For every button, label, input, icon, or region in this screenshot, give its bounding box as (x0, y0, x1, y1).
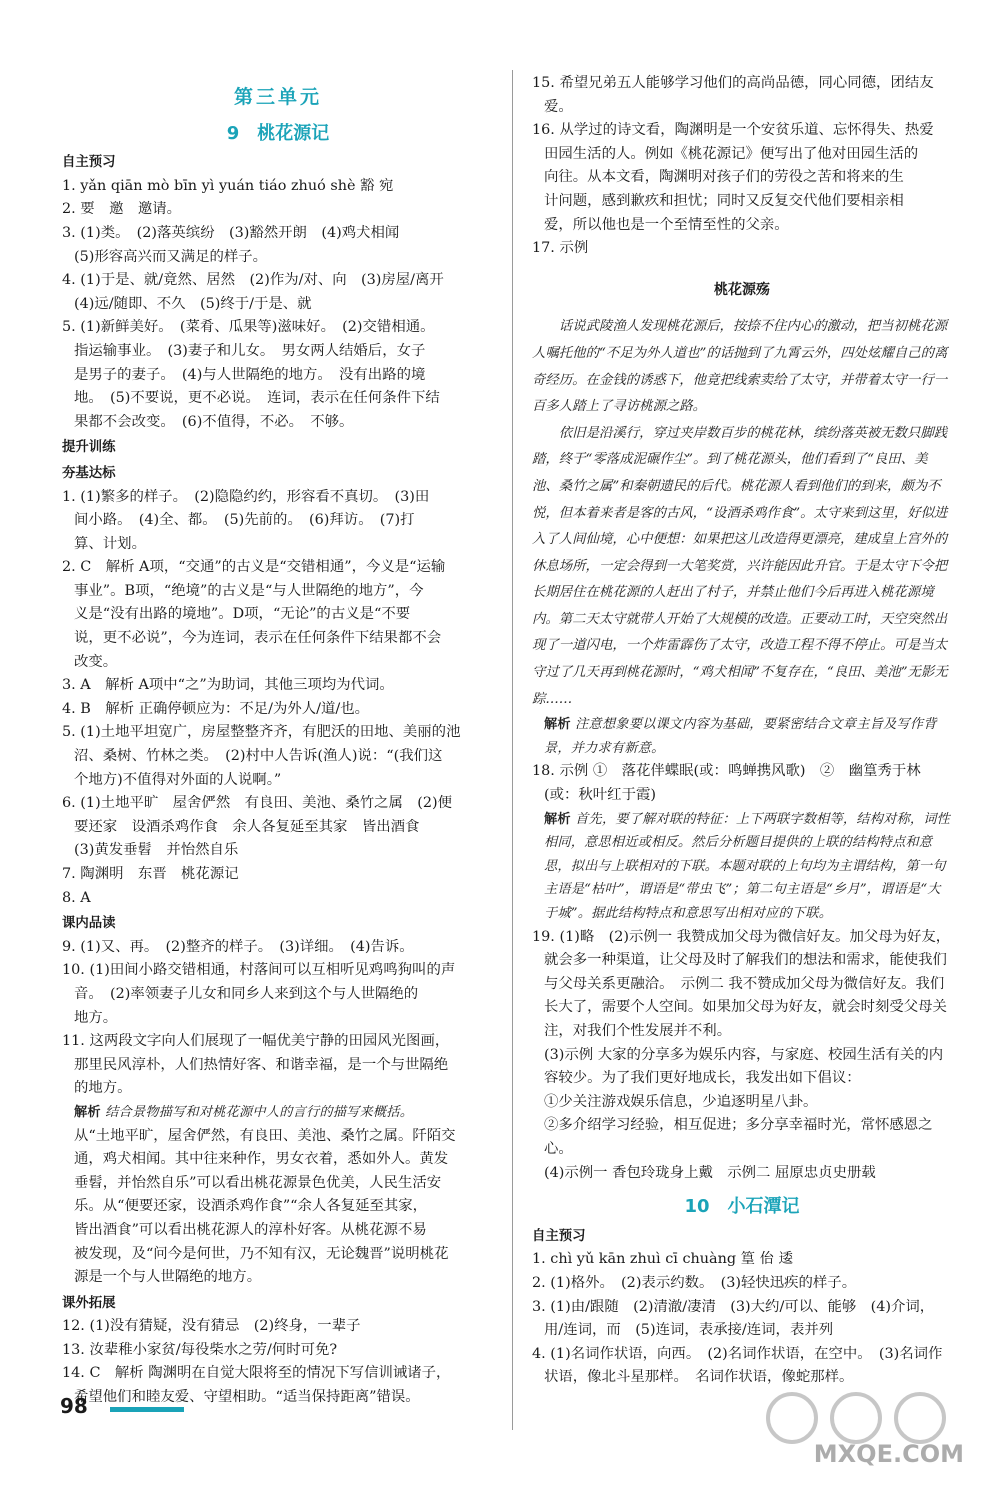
right-mid-answers (532, 713, 952, 1185)
answer-line: 算、计划。 (74, 535, 146, 552)
watermark-text: MXQE.COM (813, 1440, 964, 1468)
answer-line: 4. (1)名词作状语，向西。 (2)名词作状语，在空中。 (3)名词作状语，像北斗星那样。 名词作状语，像蛇那样。 (532, 1345, 943, 1386)
left-sections (62, 151, 494, 1409)
answer-line: 是男子的妻子。 (4)与人世隔绝的地方。 没有出路的境 (74, 366, 426, 383)
answer-line: (3)黄发垂髫 并怡然自乐 (74, 842, 239, 859)
answer-line: 沼、桑树、竹林之类。 (2)村中人告诉(渔人)说：“(我们这 (74, 748, 443, 765)
answer-line: (4)远/随即、不久 (5)终于/于是、就 (74, 295, 312, 312)
answer-line: 16. 从学过的诗文看，陶渊明是一个安贫乐道、忘怀得失、热爱 (532, 122, 934, 139)
answer-line: 10. (1)田间小路交错相通，村落间可以互相听见鸡鸣狗叫的声 (62, 962, 456, 979)
column-divider (512, 70, 513, 1430)
section-label: 夯基达标 (62, 465, 116, 481)
answer-line: 12. (1)没有猜疑，没有猜忌 (2)终身，一辈子 (62, 1318, 361, 1335)
right-top-answers (532, 72, 952, 261)
answer-line: 5. (1)新鲜美好。 (菜肴、瓜果等)滋味好。 (2)交错相通。 (62, 319, 435, 336)
essay-title: 桃花源殇 (714, 281, 770, 298)
answer-line: 9. (1)又、再。 (2)整齐的样子。 (3)详细。 (4)告诉。 (62, 938, 414, 955)
answer-line: 从“土地平旷，屋舍俨然，有良田、美池、桑竹之属。阡陌交 (74, 1127, 456, 1144)
page-number: 98 (60, 1394, 88, 1418)
answer-line: 果都不会改变。 (6)不值得，不必。 不够。 (74, 413, 354, 430)
essay-paragraph: 依旧是沿溪行，穿过夹岸数百步的桃花林，缤纷落英被无数只脚践踏，终于“零落成泥碾作尘”。到了桃花源头，他们看到了“良田、美池、桑竹之属”和秦朝遗民的后代。桃花源人看到他们的到来，颇为不悦，但本着来者是客的古风，“设酒杀鸡作食”。太守来到这里，好似进入了人间仙境，心中便想：如果把这儿改造得更漂亮，建成皇上宫外的休息场所，一定会得到一大笔奖赏，兴许能因此升官。于是太守下令把长期居住在桃花源的人赶出了村子，并禁止他们今后再进入桃花源境内。第二天太守就带人开始了大规模的改造。正要动工时，天空突然出现了一道闪电，一个炸雷霹伤了太守，改造工程不得不停止。可是当太守过了几天再到桃花源时，“鸡犬相闻”不复存在，“良田、美池”无影无踪…… (532, 425, 948, 707)
answer-line: 义是“没有出路的境地”。D项，“无论”的古义是“不要 (74, 606, 411, 623)
answer-line: 11. 这两段文字向人们展现了一幅优美宁静的田园风光图画， (62, 1033, 450, 1050)
answer-line: 2. (1)格外。 (2)表示约数。 (3)轻快迅疾的样子。 (532, 1274, 857, 1291)
answer-line: 3. A 解析 A项中“之”为助词，其他三项均为代词。 (62, 677, 394, 694)
answer-line: 事业”。B项，“绝境”的古义是“与人世隔绝的地方”，今 (74, 582, 424, 599)
answer-line: 6. (1)土地平旷 屋舍俨然 有良田、美池、桑竹之属 (2)便 (62, 795, 453, 812)
answer-line: 地。 (5)不要说，更不必说。 连词，表示在任何条件下结 (74, 390, 440, 407)
answer-line: 15. 希望兄弟五人能够学习他们的高尚品德，同心同德，团结友爱。 (532, 75, 934, 115)
answer-line: (5)形容高兴而又满足的样子。 (74, 248, 268, 265)
answer-line: 7. 陶渊明 东晋 桃花源记 (62, 866, 239, 882)
answer-line: 间小路。 (4)全、都。 (5)先前的。 (6)拜访。 (7)打 (74, 512, 415, 529)
answer-line: 希望他们和睦友爱、守望相助。“适当保持距离”错误。 (74, 1389, 420, 1406)
answer-line: 源是一个与人世隔绝的地方。 (74, 1269, 262, 1286)
answer-line: 2. 要 邀 邀请。 (62, 201, 182, 218)
answer-line: 田园生活的人。例如《桃花源记》便写出了他对田园生活的 (544, 145, 919, 162)
right-column (532, 72, 952, 1390)
answer-line: 地方。 (74, 1009, 118, 1026)
answer-line: 爱，所以他也是一个至情至性的父亲。 (544, 216, 789, 233)
answer-line: 被发现，及“问今是何世，乃不知有汉，无论魏晋”说明桃花 (74, 1245, 449, 1262)
answer-line: 8. A (62, 889, 91, 906)
answer-line: 解析 结合景物描写和对桃花源中人的言行的描写来概括。 (74, 1104, 414, 1120)
answer-line: 说，更不必说”，今为连词，表示在任何条件下结果都不会 (74, 630, 442, 647)
answer-line: 1. chì yǔ kān zhuì cī chuàng 篁 佁 逶 (532, 1251, 794, 1268)
answer-line: 1. yǎn qiān mò bīn yì yuán tiáo zhuó shè 豁 宛 (62, 177, 394, 194)
left-column (62, 72, 494, 1410)
answer-line: 5. (1)土地平坦宽广，房屋整整齐齐，有肥沃的田地、美丽的池 (62, 724, 461, 741)
answer-line: 皆出酒食”可以看出桃花源人的淳朴好客。从桃花源不易 (74, 1221, 427, 1238)
answer-line: 4. B 解析 正确停顿应为：不足/为外人/道/也。 (62, 700, 370, 717)
lesson2-title: 10 小石潭记 (684, 1196, 800, 1218)
answer-line: 14. C 解析 陶渊明在自觉大限将至的情况下写信训诫诸子， (62, 1365, 451, 1382)
answer-line: (4)示例一 香包玲珑身上戴 示例二 屈原忠贞史册载 (544, 1164, 876, 1181)
answer-line: 19. (1)略 (2)示例一 我赞成加父母为微信好友。加父母为好友，就会多一种渠道，让父母及时了解我们的想法和需求，能使我们与父母关系更融洽。 示例二 我不赞成加父母为微信好友。我们长大了，需要个人空间。如果加父母为好友，就会时刻受父母关注，对我们个性发展并不利。 (532, 928, 951, 1039)
answer-line: 那里民风淳朴，人们热情好客、和谐幸福，是一个与世隔绝 (74, 1056, 449, 1073)
answer-line: 音。 (2)率领妻子儿女和同乡人来到这个与人世隔绝的 (74, 985, 419, 1002)
lesson2-section-label: 自主预习 (532, 1228, 586, 1244)
answer-line: 改变。 (74, 653, 118, 670)
answer-line: 解析 注意想象要以课文内容为基础，要紧密结合文章主旨及写作背景，并力求有新意。 (544, 717, 937, 756)
essay-paragraph: 话说武陵渔人发现桃花源后，按捺不住内心的激动，把当初桃花源人嘱托他的“不足为外人道也”的话抛到了九霄云外，四处炫耀自己的离奇经历。在金钱的诱惑下，他竟把线索卖给了太守，并带着太守一行一百多人踏上了寻访桃源之路。 (532, 319, 948, 415)
answer-line: 向往。从本文看，陶渊明对孩子们的劳役之苦和将来的生 (544, 169, 904, 186)
section-label: 课内品读 (62, 916, 116, 932)
answer-line: 指运输事业。 (3)妻子和儿女。 男女两人结婚后，女子 (74, 342, 426, 359)
section-label: 提升训练 (62, 440, 116, 456)
answer-line: 1. (1)繁多的样子。 (2)隐隐约约，形容看不真切。 (3)田 (62, 488, 430, 505)
essay-body (532, 314, 952, 713)
answer-line: 3. (1)类。 (2)落英缤纷 (3)豁然开朗 (4)鸡犬相闻 (62, 224, 400, 241)
answer-line: 的地方。 (74, 1080, 132, 1097)
answer-line: 垂髫，并怡然自乐”可以看出桃花源景色优美，人民生活安 (74, 1174, 442, 1191)
answer-line: 13. 汝辈稚小家贫/每役柴水之劳/何时可免? (62, 1341, 338, 1358)
answer-line: 乐。从“便要还家，设酒杀鸡作食”“余人各复延至其家， (74, 1198, 428, 1215)
answer-line: ②多介绍学习经验，相互促进；多分享幸福时光，常怀感恩之心。 (544, 1117, 933, 1157)
answer-line: 18. 示例 ① 落花伴蝶眠(或：鸣蝉携风歌) ② 幽篁秀于林(或：秋叶红于霞) (532, 763, 921, 804)
answer-line: 通，鸡犬相闻。其中往来种作，男女衣着，悉如外人。黄发 (74, 1151, 449, 1168)
answer-line: 要还家 设酒杀鸡作食 余人各复延至其家 皆出酒食 (74, 818, 420, 835)
answer-line: 4. (1)于是、就/竟然、居然 (2)作为/对、向 (3)房屋/离开 (62, 272, 444, 289)
page-number-bar (110, 1407, 184, 1412)
lesson-title: 9 桃花源记 (226, 122, 330, 144)
answer-line: 17. 示例 (532, 240, 589, 257)
answer-line: (3)示例 大家的分享多为娱乐内容，与家庭、校园生活有关的内容较少。为了我们更好地成长，我发出如下倡议： (544, 1046, 944, 1087)
lesson2-answers (532, 1248, 952, 1390)
answer-line: 计问题，感到歉疚和担忧；同时又反复交代他们要相亲相 (544, 192, 904, 209)
answer-line: 2. C 解析 A项，“交通”的古义是“交错相通”，今义是“运输 (62, 559, 446, 576)
section-label: 自主预习 (62, 155, 116, 171)
unit-title: 第三单元 (233, 86, 322, 108)
answer-line: 3. (1)由/跟随 (2)清澈/凄清 (3)大约/可以、能够 (4)介词，用/连词，而 (5)连词，表承接/连词，表并列 (532, 1298, 935, 1339)
section-label: 课外拓展 (62, 1295, 116, 1311)
answer-line: ①少关注游戏娱乐信息，少追逐明星八卦。 (544, 1093, 818, 1110)
answer-line: 个地方)不值得对外面的人说啊。” (74, 771, 282, 788)
answer-line: 解析 首先，要了解对联的特征：上下两联字数相等，结构对称，词性相同，意思相近或相反。然后分析题目提供的上联的结构特点和意思，拟出与上联相对的下联。本题对联的上句均为主谓结构，第一句主语是“枯叶”，谓语是“带虫飞”；第二句主语是“乡月”，谓语是“大于城”。据此结构特点和意思写出相对应的下联。 (544, 811, 951, 921)
